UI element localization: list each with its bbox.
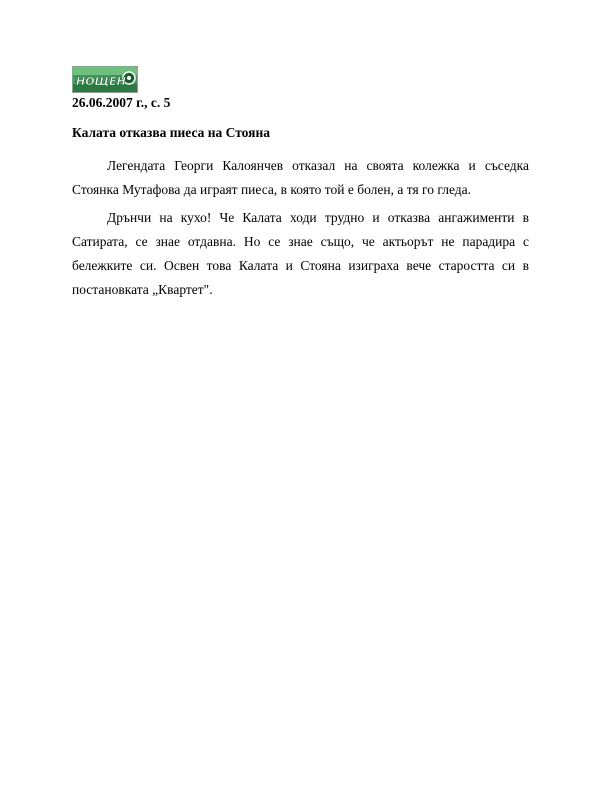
- logo-graphic: [73, 67, 137, 92]
- article-body: [72, 154, 529, 302]
- document-page: [72, 66, 529, 306]
- issue-date: 26.06.2007 г., с. 5: [72, 95, 171, 110]
- article-title: Калата отказва пиеса на Стояна: [72, 125, 270, 140]
- article-paragraph: Дрънчи на кухо! Че Калата ходи трудно и отказва ангажименти в Сатирата, се знае отдавна. Но се знае също, че актьорът не парадира с бележките си. Освен това Калата и Стояна изиграха вече старостта си в постановката „Квартет".: [72, 210, 529, 297]
- logo-lettering: НОЩЕН: [76, 75, 126, 88]
- article-paragraph: Легендата Георги Калоянчев отказал на своята колежка и съседка Стоянка Мутафова да играят пиеса, в която той е болен, а тя го гледа.: [72, 158, 529, 197]
- newspaper-logo-icon: [72, 66, 138, 93]
